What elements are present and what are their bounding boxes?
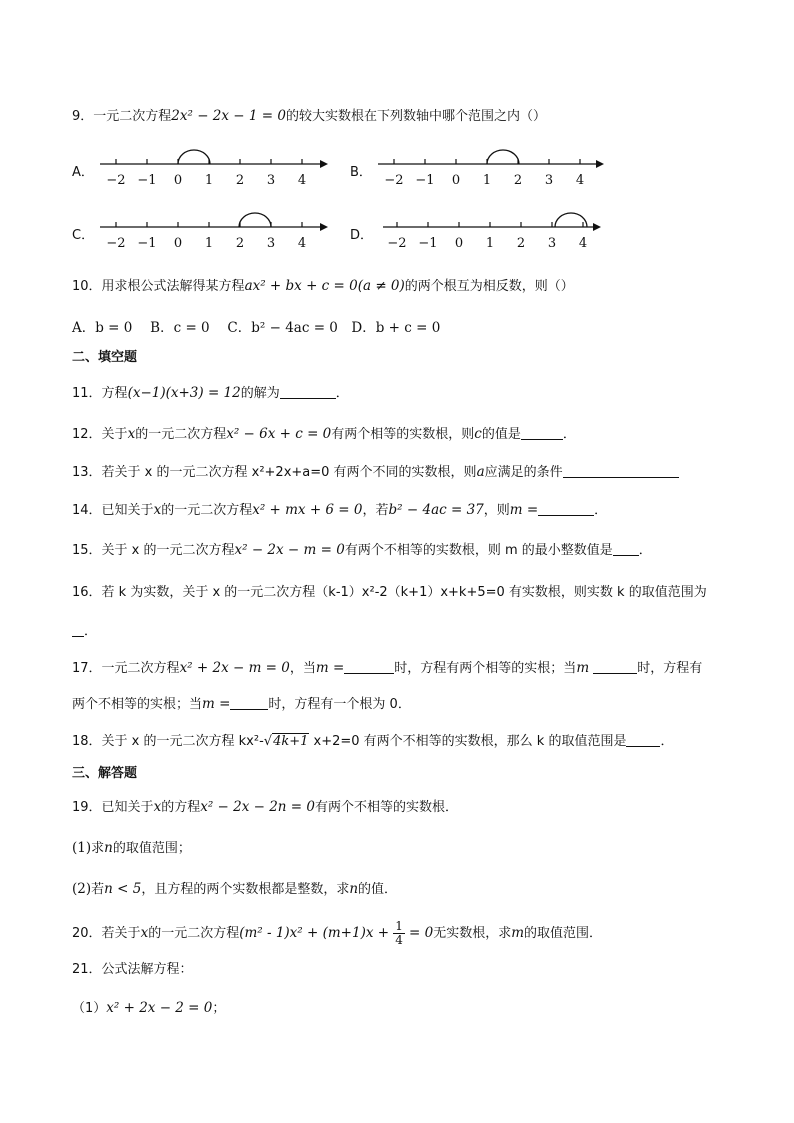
tick-label: −1 — [137, 173, 157, 188]
equation: x² − 6x + c = 0 — [226, 426, 332, 442]
tick-label: 3 — [544, 173, 554, 188]
equation: b² − 4ac = 37 — [388, 502, 484, 518]
punctuation: ； — [212, 1001, 226, 1016]
question-text: ，当 — [289, 661, 316, 676]
question-text: 有两个相等的实数根，则 — [331, 427, 475, 442]
question-number: 9． — [72, 109, 94, 124]
question-text: 时，方程有 — [637, 661, 703, 676]
number-line-a — [98, 142, 328, 192]
question-number: 12． — [72, 427, 102, 442]
question-text: 一元二次方程 — [93, 109, 172, 124]
tick-label: −2 — [387, 236, 407, 251]
variable: x — [153, 502, 162, 518]
equation: x² − 2x − 2n = 0 — [200, 799, 315, 815]
answer-blank[interactable] — [344, 659, 394, 674]
punctuation: ． — [594, 503, 608, 518]
question-text: 有两个不相等的实数根，则 m 的最小整数值是 — [344, 543, 613, 558]
variable: m = — [315, 660, 345, 676]
question-text: 方程 — [101, 386, 128, 401]
question-text: 的解为 — [240, 386, 280, 401]
question-number: 18． — [72, 734, 102, 749]
equation: n < 5 — [104, 881, 142, 897]
question-number: 14． — [72, 503, 102, 518]
part-label: (1) — [72, 840, 92, 856]
tick-label: 2 — [235, 236, 245, 251]
question-text: 时，方程有两个相等的实根；当 — [394, 661, 577, 676]
variable: m — [511, 925, 525, 941]
tick-label: 2 — [513, 173, 523, 188]
question-21 — [72, 960, 193, 980]
section-heading-solutions: 三、解答题 — [72, 766, 138, 781]
tick-label: 4 — [297, 173, 307, 188]
answer-blank[interactable] — [230, 695, 268, 710]
question-number: 21． — [72, 962, 102, 977]
question-text: 若关于 — [101, 926, 141, 941]
variable: x — [153, 799, 162, 815]
question-text: 关于 — [101, 427, 128, 442]
equation: x² + 2x − 2 = 0 — [106, 1000, 213, 1016]
part-label: （1） — [72, 1001, 107, 1016]
question-number: 19． — [72, 800, 102, 815]
variable: n — [349, 881, 359, 897]
variable: m — [576, 660, 590, 676]
tick-label: 1 — [482, 173, 492, 188]
question-text: 公式法解方程： — [101, 962, 193, 977]
question-number: 10． — [72, 279, 102, 294]
answer-blank[interactable] — [72, 622, 84, 637]
question-text: 的方程 — [161, 800, 201, 815]
punctuation: ． — [335, 386, 349, 401]
question-text: 的一元二次方程 — [135, 427, 227, 442]
tick-label: 3 — [266, 236, 276, 251]
question-number: 16． — [72, 585, 102, 600]
variable: x — [140, 925, 149, 941]
number-line-c — [98, 205, 328, 255]
fraction — [393, 920, 405, 947]
question-text: 用求根公式法解得某方程 — [101, 279, 245, 294]
question-text: 若 k 为实数，关于 x 的一元二次方程（k-1）x²-2（k+1）x+k+5=0 有实数根，则实数 k 的取值范围为 — [101, 585, 707, 600]
range-arc — [487, 150, 519, 164]
equation: = 0 — [408, 925, 434, 941]
variable: c — [474, 426, 482, 442]
option-d-label[interactable]: D． — [350, 228, 374, 243]
tick-label: 0 — [173, 236, 183, 251]
option-c-label[interactable]: C． — [72, 228, 95, 243]
question-16-answer-line — [72, 622, 97, 642]
question-12 — [72, 424, 576, 445]
tick-label: 0 — [454, 236, 464, 251]
tick-label: −1 — [418, 236, 438, 251]
question-number: 11． — [72, 386, 102, 401]
section-heading-fill-in: 二、填空题 — [72, 350, 138, 365]
equation: 2x² − 2x − 1 = 0 — [171, 108, 286, 124]
question-text: 应满足的条件 — [484, 465, 563, 480]
question-13 — [72, 462, 679, 483]
question-17 — [72, 658, 702, 679]
tick-label: 4 — [575, 173, 585, 188]
denominator: 4 — [395, 933, 403, 947]
question-19 — [72, 797, 458, 818]
question-text: 的取值范围； — [112, 841, 191, 856]
question-9 — [72, 106, 546, 127]
question-14 — [72, 500, 607, 521]
question-text: x+2=0 有两个不相等的实数根，那么 k 的取值范围是 — [309, 734, 627, 749]
tick-label: 4 — [297, 236, 307, 251]
answer-blank[interactable] — [538, 501, 594, 516]
tick-label: 0 — [173, 173, 183, 188]
question-text: 关于 x 的一元二次方程 kx²- — [101, 734, 264, 749]
answer-blank[interactable] — [613, 541, 639, 556]
variable: m = — [202, 696, 231, 712]
variable: x — [127, 426, 136, 442]
tick-label: 2 — [235, 173, 245, 188]
answer-blank[interactable] — [593, 659, 637, 674]
question-text: 时，方程有一个根为 0． — [268, 697, 411, 712]
punctuation: ． — [562, 427, 576, 442]
punctuation: ． — [638, 543, 652, 558]
question-text: 有两个不相等的实数根． — [315, 800, 459, 815]
tick-label: −2 — [106, 236, 126, 251]
answer-blank[interactable] — [563, 463, 679, 478]
question-text: 的一元二次方程 — [161, 503, 253, 518]
question-17-line-2 — [72, 694, 411, 715]
question-number: 13． — [72, 465, 102, 480]
answer-blank[interactable] — [626, 732, 660, 747]
option-a-label[interactable]: A． — [72, 165, 94, 180]
tick-label: 1 — [204, 173, 214, 188]
answer-blank[interactable] — [280, 384, 336, 399]
question-text: 若 — [91, 882, 105, 897]
question-15 — [72, 540, 652, 561]
tick-label: −1 — [415, 173, 435, 188]
tick-label: 3 — [547, 236, 557, 251]
question-10 — [72, 276, 574, 297]
question-20 — [72, 920, 602, 947]
question-text: 的一元二次方程 — [148, 926, 240, 941]
range-arc — [555, 213, 587, 227]
variable: n — [104, 840, 113, 856]
part-label: (2) — [72, 881, 92, 897]
answer-blank[interactable] — [521, 425, 563, 440]
question-16 — [72, 583, 707, 603]
equation: x² − 2x − m = 0 — [234, 542, 345, 558]
variable: a — [476, 464, 485, 480]
question-21-part-1 — [72, 998, 225, 1019]
question-text: ，则 — [483, 503, 510, 518]
option-b-label[interactable]: B． — [350, 165, 372, 180]
variable: m = — [509, 502, 539, 518]
tick-label: −2 — [384, 173, 404, 188]
question-text: 一元二次方程 — [101, 661, 180, 676]
tick-label: 3 — [266, 173, 276, 188]
question-text: ，且方程的两个实数根都是整数，求 — [141, 882, 350, 897]
question-text: 无实数根，求 — [433, 926, 512, 941]
question-text: 的较大实数根在下列数轴中哪个范围之内（） — [285, 109, 546, 124]
number-line-d — [381, 205, 611, 255]
question-19-part-2 — [72, 879, 397, 900]
question-number: 17． — [72, 661, 102, 676]
tick-label: 1 — [204, 236, 214, 251]
tick-label: 2 — [516, 236, 526, 251]
equation: x² + mx + 6 = 0 — [252, 502, 363, 518]
question-text: 的两个根互为相反数，则（） — [404, 279, 574, 294]
question-number: 20． — [72, 926, 102, 941]
question-text: 求 — [91, 841, 105, 856]
options-text[interactable]: A．b = 0 B．c = 0 C．b² − 4ac = 0 D．b + c = 0 — [72, 320, 441, 336]
question-text: 已知关于 — [101, 503, 154, 518]
equation: (x−1)(x+3) = 12 — [127, 385, 241, 401]
question-11 — [72, 383, 349, 404]
question-text: 的取值范围． — [524, 926, 603, 941]
question-text: 的值． — [358, 882, 398, 897]
tick-label: −2 — [106, 173, 126, 188]
punctuation: ． — [660, 734, 674, 749]
question-19-part-1 — [72, 838, 191, 859]
tick-label: −1 — [137, 236, 157, 251]
question-text: 关于 x 的一元二次方程 — [101, 543, 235, 558]
range-arc — [178, 150, 210, 164]
question-18 — [72, 732, 673, 752]
tick-label: 1 — [485, 236, 495, 251]
equation: (m² - 1)x² + (m+1)x + — [239, 925, 390, 941]
question-text: 若关于 x 的一元二次方程 x²+2x+a=0 有两个不同的实数根，则 — [101, 465, 477, 480]
question-text: ，若 — [362, 503, 389, 518]
question-text: 已知关于 — [101, 800, 154, 815]
square-root: √4k+1 — [263, 734, 309, 749]
equation: ax² + bx + c = 0(a ≠ 0) — [244, 278, 405, 294]
question-10-options[interactable] — [72, 318, 440, 339]
range-arc — [239, 213, 271, 227]
tick-label: 0 — [451, 173, 461, 188]
number-line-b — [376, 142, 606, 192]
radicand: 4k+1 — [273, 734, 309, 749]
question-text: 两个不相等的实根；当 — [72, 697, 203, 712]
tick-label: 4 — [578, 236, 588, 251]
punctuation: ． — [84, 624, 98, 639]
equation: x² + 2x − m = 0 — [179, 660, 290, 676]
numerator: 1 — [395, 919, 403, 933]
question-number: 15． — [72, 543, 102, 558]
question-text: 的值是 — [481, 427, 521, 442]
